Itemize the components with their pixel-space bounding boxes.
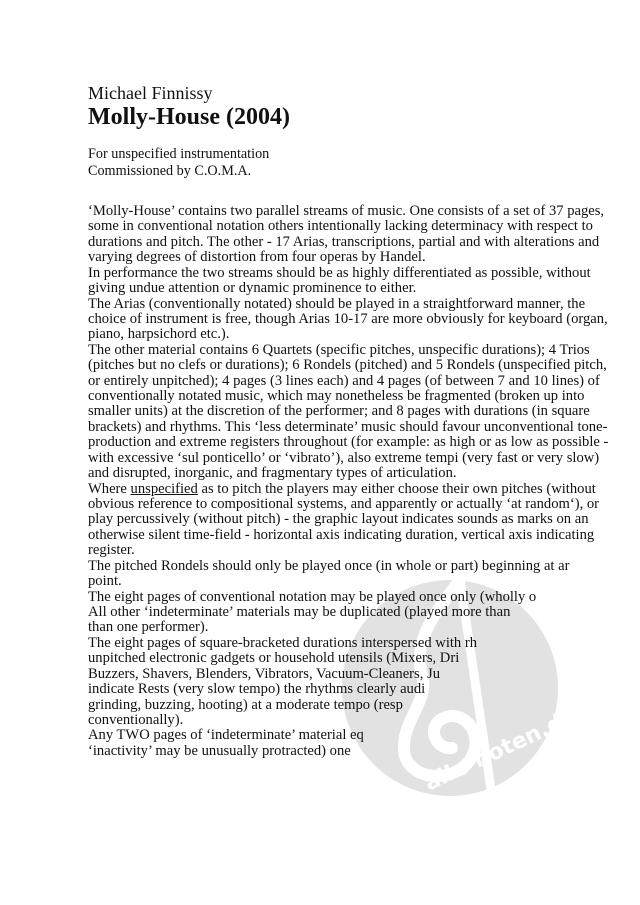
text-line: and disrupted, inorganic, and fragmentary types of articulation. <box>88 465 457 482</box>
text-line: or entirely unpitched); 4 pages (3 lines each) and 4 pages (of between 7 and 10 lines) of <box>88 372 600 389</box>
text-line: giving undue attention or dynamic prominence to either. <box>88 280 417 297</box>
text-line: Any TWO pages of ‘indeterminate’ material eq <box>88 727 364 744</box>
text-line: unpitched electronic gadgets or household utensils (Mixers, Dri <box>88 650 460 667</box>
body-text <box>88 204 608 759</box>
text-line: indicate Rests (very slow tempo) the rhythms clearly audi <box>88 681 426 698</box>
subtitle-line: For unspecified instrumentation <box>88 146 270 162</box>
text-line: The pitched Rondels should only be played once (in whole or part) beginning at ar <box>88 557 570 574</box>
text-line: The eight pages of square-bracketed durations interspersed with rh <box>88 634 478 651</box>
text-line: with excessive ‘sul ponticello’ or ‘vibrato’), also extreme tempi (very fast or very slow) <box>88 449 600 466</box>
text-line: grinding, buzzing, hooting) at a moderate tempo (resp <box>88 696 403 713</box>
text-line: durations and pitch. The other - 17 Arias, transcriptions, partial and with alterations and <box>88 233 600 250</box>
text-line: choice of instrument is free, though Arias 10-17 are more obviously for keyboard (organ, <box>88 310 608 327</box>
text-line: production and extreme registers throughout (for example: as high or as low as possible - <box>88 434 609 451</box>
text-line: conventionally). <box>88 711 184 728</box>
text-line: obvious reference to compositional systems, and apparently or actually ‘at random‘), or <box>88 496 600 513</box>
text-line: point. <box>88 573 122 590</box>
author-name: Michael Finnissy <box>88 83 213 103</box>
text-line: smaller units) at the discretion of the performer; and 8 pages with durations (in square <box>88 403 590 420</box>
text-line: piano, harpsichord etc.). <box>88 326 230 343</box>
text-line: otherwise silent time-field - horizontal axis indicating duration, vertical axis indicating <box>88 526 595 543</box>
text-line: conventionally notated music, which may nonetheless be fragmented (broken up into <box>88 388 585 405</box>
text-line: In performance the two streams should be as highly differentiated as possible, without <box>88 264 591 281</box>
watermark-text: alle-noten.de <box>420 703 581 797</box>
text-line: brackets) and rhythms. This ‘less determinate’ music should favour unconventional tone- <box>88 418 608 435</box>
subtitle-line: Commissioned by C.O.M.A. <box>88 163 252 179</box>
text-line: than one performer). <box>88 619 209 636</box>
underlined-word: unspecified <box>130 480 198 497</box>
text-line: All other ‘indeterminate’ materials may be duplicated (played more than <box>88 603 511 620</box>
text-line: register. <box>88 542 135 559</box>
text-line: The Arias (conventionally notated) should be played in a straightforward manner, the <box>88 295 586 312</box>
text-line: Buzzers, Shavers, Blenders, Vibrators, Vacuum-Cleaners, Ju <box>88 665 440 682</box>
text-line: The other material contains 6 Quartets (specific pitches, unspecific durations); 4 Trios <box>88 341 590 358</box>
text-line: some in conventional notation others intentionally lacking determinacy with respect to <box>88 218 593 235</box>
text-line: Where unspecified as to pitch the players may either choose their own pitches (without <box>88 480 596 497</box>
text-line: (pitches but no clefs or durations); 6 Rondels (pitched) and 5 Rondels (unspecified pitch, <box>88 357 607 374</box>
text-line: The eight pages of conventional notation may be played once only (wholly o <box>88 588 537 605</box>
subtitle <box>88 146 269 180</box>
text-line: play percussively (without pitch) - the graphic layout indicates sounds as marks on an <box>88 511 589 528</box>
text-line: ‘Molly-House’ contains two parallel streams of music. One consists of a set of 37 pages, <box>88 203 605 219</box>
text-line: ‘inactivity’ may be unusually protracted) one <box>88 742 351 759</box>
text-line: varying degrees of distortion from four operas by Handel. <box>88 249 426 266</box>
page-title: Molly-House (2004) <box>88 104 290 130</box>
